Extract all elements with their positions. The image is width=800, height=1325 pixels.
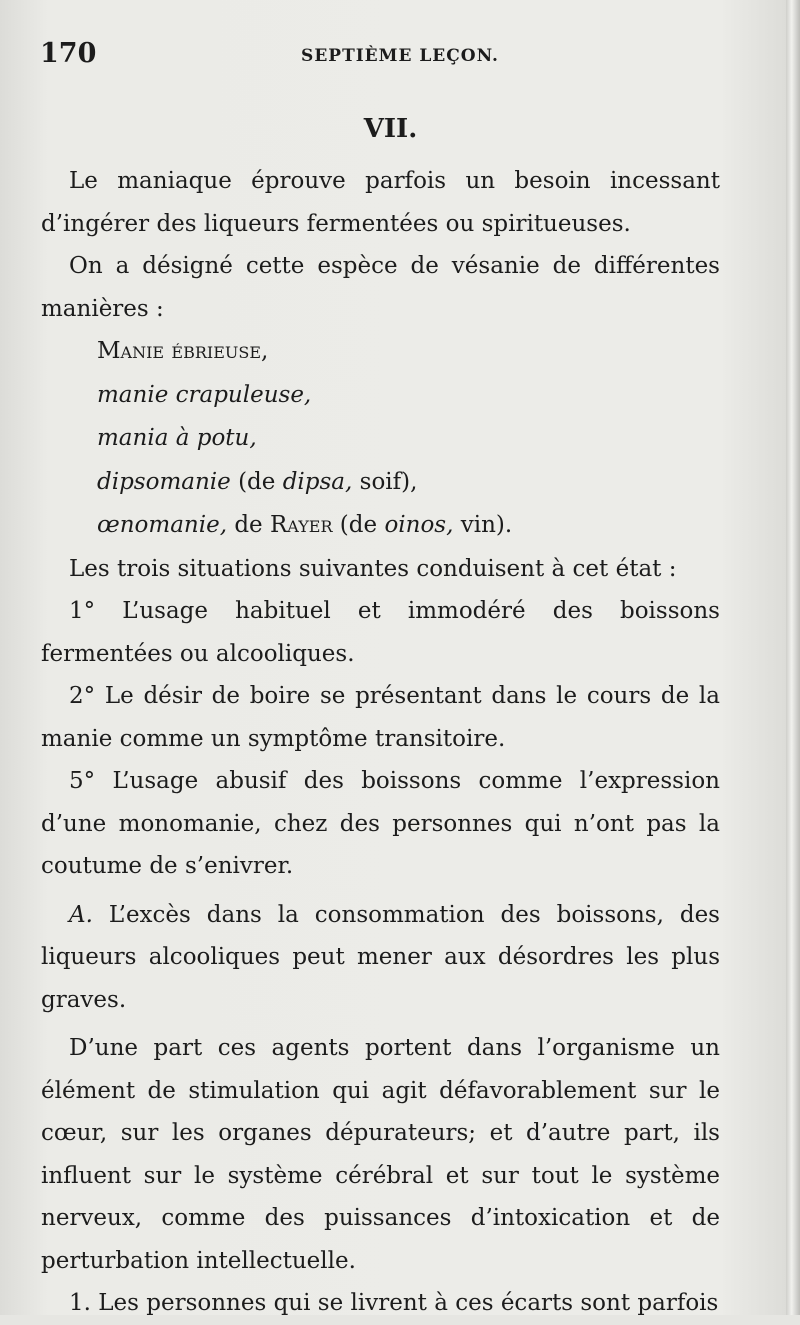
page-edge-shadow xyxy=(786,0,800,1315)
term-dipsomanie: dipsomanie (de dipsa, soif), xyxy=(97,468,418,495)
page-header xyxy=(40,38,760,78)
page-body xyxy=(41,112,720,1325)
term-mania-a-potu: mania à potu, xyxy=(97,425,257,451)
paragraph-part-a: A. L’excès dans la consommation des boissons, des liqueurs alcooliques peut mener aux désordres les plus graves. xyxy=(41,901,720,1013)
paragraph-situation-2: 2° Le désir de boire se présentant dans le cours de la manie comme un symptôme transitoire. xyxy=(41,683,720,752)
term-oenomanie: œnomanie, de Rayer (de oinos, vin). xyxy=(97,512,513,538)
paragraph-situation-1: 1° L’usage habituel et immodéré des boissons fermentées ou alcooliques. xyxy=(41,598,720,667)
paragraph-dune-part: D’une part ces agents portent dans l’organisme un élément de stimulation qui agit défavorablement sur le cœur, sur les organes dépurateurs; et d’autre part, ils influent sur le système cérébral et sur tout le système nerveux, comme des puissances d’intoxication et de perturbation intellectuelle. xyxy=(41,1035,720,1274)
paragraph-situation-3: 5° L’usage abusif des boissons comme l’expression d’une monomanie, chez des personnes qui n’ont pas la coutume de s’enivrer. xyxy=(41,768,720,879)
term-manie-ebrieuse: Manie ébrieuse, xyxy=(97,338,269,364)
paragraph-maniaque: Le maniaque éprouve parfois un besoin incessant d’ingérer des liqueurs fermentées ou spiritueuses. xyxy=(41,168,720,237)
paragraph-situations-intro: Les trois situations suivantes conduisent à cet état : xyxy=(69,555,677,582)
paragraph-numbered-1: 1. Les personnes qui se livrent à ces écarts sont parfois xyxy=(69,1290,719,1316)
running-title: SEPTIÈME LEÇON. xyxy=(301,46,499,66)
term-manie-crapuleuse: manie crapuleuse, xyxy=(97,381,312,408)
section-title: VII. xyxy=(363,114,418,144)
paragraph-designe: On a désigné cette espèce de vésanie de différentes manières : xyxy=(41,253,720,322)
terms-list xyxy=(41,330,720,548)
page-number: 170 xyxy=(40,38,97,69)
